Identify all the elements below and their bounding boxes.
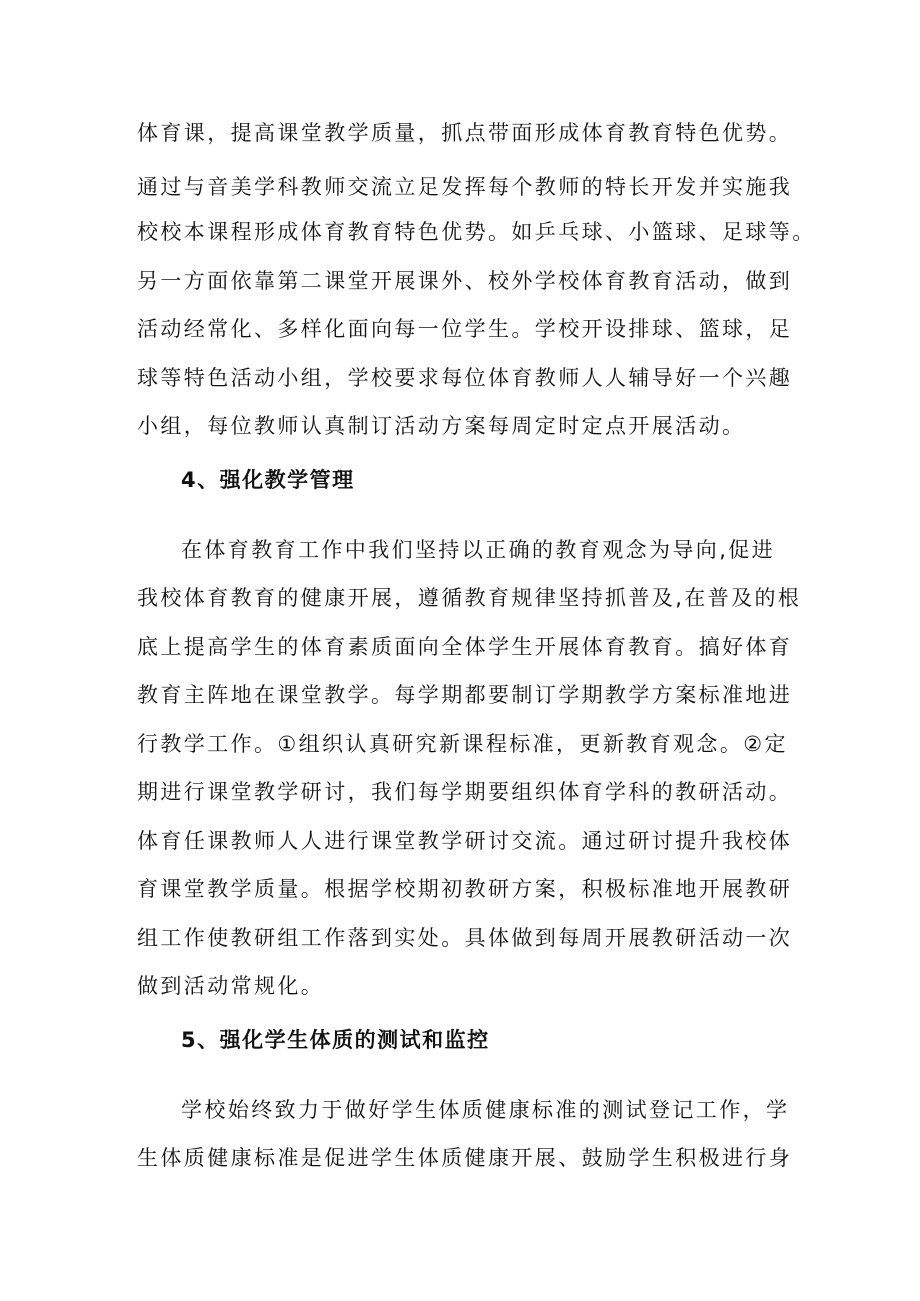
paragraph-1-line-4: 另一方面依靠第二课堂开展课外、校外学校体育教育活动，做到: [137, 269, 793, 293]
paragraph-3-line-1: 学校始终致力于做好学生体质健康标准的测试登记工作，学: [181, 1098, 790, 1122]
paragraph-2-line-4: 教育主阵地在课堂教学。每学期都要制订学期教学方案标准地进: [137, 683, 793, 707]
section-heading-4: 4、强化教学管理: [181, 468, 355, 492]
paragraph-2-line-6: 期进行课堂教学研讨，我们每学期要组织体育学科的教研活动。: [137, 780, 793, 804]
paragraph-2-line-7: 体育任课教师人人进行课堂教学研讨交流。通过研讨提升我校体: [137, 829, 793, 853]
paragraph-2-line-10: 做到活动常规化。: [137, 974, 325, 998]
paragraph-1-line-5: 活动经常化、多样化面向每一位学生。学校开设排球、篮球，足: [137, 317, 793, 341]
section-heading-5: 5、强化学生体质的测试和监控: [181, 1028, 490, 1052]
paragraph-1-line-7: 小组，每位教师认真制订活动方案每周定时定点开展活动。: [137, 414, 746, 438]
paragraph-2-line-2: 我校体育教育的健康开展，遵循教育规律坚持抓普及,在普及的根: [137, 586, 802, 610]
paragraph-2-line-9: 组工作使教研组工作落到实处。具体做到每周开展教研活动一次: [137, 926, 793, 950]
paragraph-2-line-8: 育课堂教学质量。根据学校期初教研方案，积极标准地开展教研: [137, 877, 793, 901]
paragraph-2-line-3: 底上提高学生的体育素质面向全体学生开展体育教育。搞好体育: [137, 635, 793, 659]
paragraph-1-line-2: 通过与音美学科教师交流立足发挥每个教师的特长开发并实施我: [137, 175, 793, 199]
paragraph-3-line-2: 生体质健康标准是促进学生体质健康开展、鼓励学生积极进行身: [137, 1146, 793, 1170]
paragraph-1-line-1: 体育课，提高课堂教学质量，抓点带面形成体育教育特色优势。: [137, 121, 793, 145]
paragraph-2-line-5: 行教学工作。①组织认真研究新课程标准，更新教育观念。②定: [137, 732, 788, 756]
paragraph-1-line-6: 球等特色活动小组，学校要求每位体育教师人人辅导好一个兴趣: [137, 366, 793, 390]
paragraph-2-line-1: 在体育教育工作中我们坚持以正确的教育观念为导向,促进: [181, 538, 776, 562]
paragraph-1-line-3: 校校本课程形成体育教育特色优势。如乒乓球、小篮球、足球等。: [137, 220, 816, 244]
